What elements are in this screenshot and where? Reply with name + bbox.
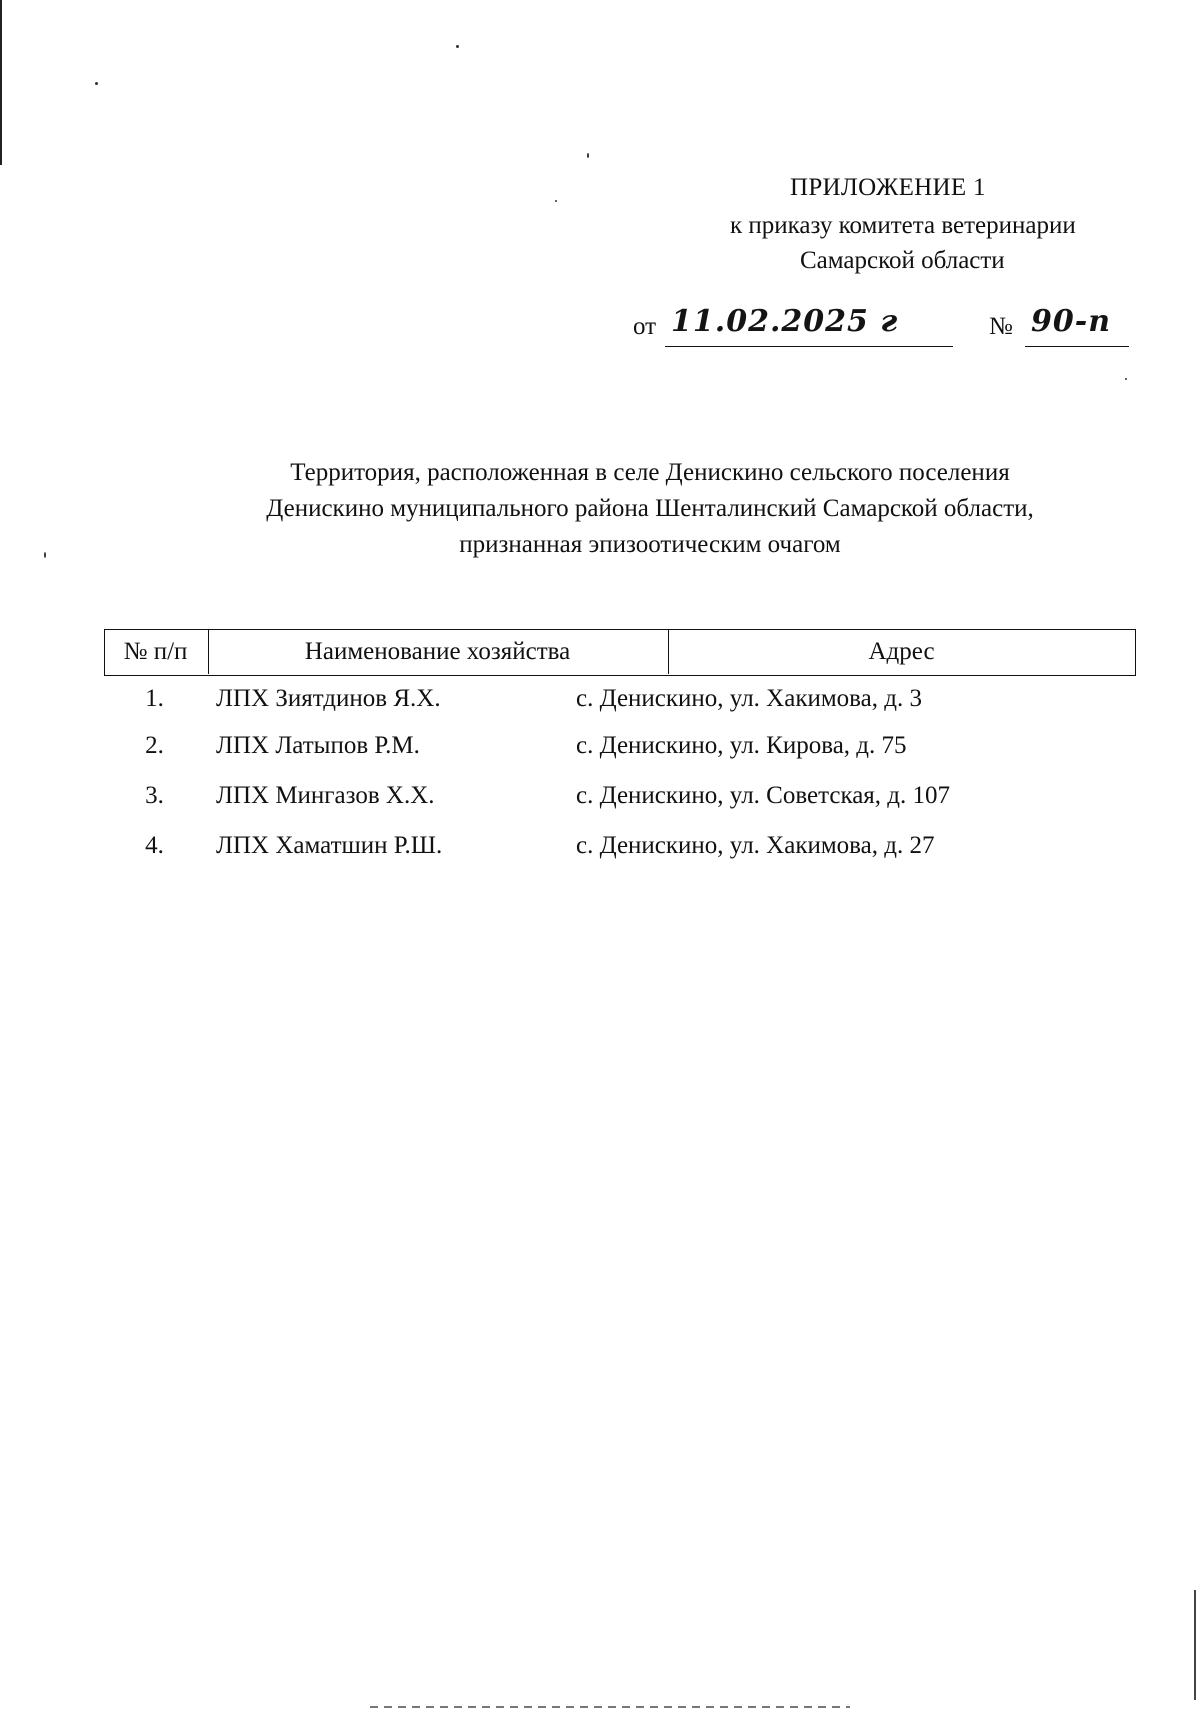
title-line1: Территория, расположенная в селе Денискино сельского поселения bbox=[290, 459, 1010, 486]
column-header-name: Наименование хозяйства bbox=[208, 630, 666, 674]
table-row bbox=[104, 823, 1136, 869]
farm-address: с. Денискино, ул. Хакимова, д. 27 bbox=[576, 832, 935, 859]
document-title bbox=[0, 455, 1200, 563]
column-header-address: Адрес bbox=[668, 630, 1134, 674]
row-number: 4. bbox=[145, 832, 164, 859]
table-row bbox=[104, 676, 1136, 722]
title-line2: Денискино муниципального района Шенталинский Самарской области, bbox=[266, 495, 1034, 522]
scan-dust bbox=[95, 82, 98, 85]
order-number-field bbox=[1025, 302, 1129, 347]
table-row bbox=[104, 723, 1136, 769]
scan-dust bbox=[1125, 378, 1127, 380]
column-header-number: № п/п bbox=[123, 638, 188, 665]
table-header bbox=[104, 629, 1136, 676]
appendix-subtitle-line2: Самарской области bbox=[800, 247, 1005, 274]
table-row bbox=[104, 773, 1136, 819]
farm-address: с. Денискино, ул. Кирова, д. 75 bbox=[576, 732, 907, 759]
farm-name: ЛПХ Хаматшин Р.Ш. bbox=[216, 832, 443, 859]
scan-dust bbox=[555, 200, 557, 202]
farm-name: ЛПХ Мингазов Х.Х. bbox=[216, 782, 435, 809]
scan-edge-mark bbox=[0, 0, 2, 165]
order-date-number-row bbox=[633, 302, 1129, 350]
title-line3: признанная эпизоотическим очагом bbox=[459, 531, 841, 558]
order-number-handwritten: 90-п bbox=[1031, 304, 1112, 339]
appendix-title: ПРИЛОЖЕНИЕ 1 bbox=[790, 174, 986, 201]
farm-name: ЛПХ Зиятдинов Я.Х. bbox=[216, 685, 441, 712]
scan-dust bbox=[587, 153, 589, 158]
scan-noise bbox=[370, 1706, 850, 1708]
farm-address: с. Денискино, ул. Советская, д. 107 bbox=[576, 782, 951, 809]
row-number: 2. bbox=[145, 732, 164, 759]
scan-dust bbox=[456, 45, 459, 48]
number-prefix: № bbox=[989, 313, 1013, 340]
row-number: 1. bbox=[145, 685, 164, 712]
row-number: 3. bbox=[145, 782, 164, 809]
order-date-field bbox=[665, 302, 953, 347]
farm-name: ЛПХ Латыпов Р.М. bbox=[216, 732, 420, 759]
farm-address: с. Денискино, ул. Хакимова, д. 3 bbox=[576, 685, 922, 712]
order-date-handwritten: 11.02.2025 г bbox=[671, 304, 899, 339]
appendix-subtitle-line1: к приказу комитета ветеринарии bbox=[730, 212, 1076, 239]
date-prefix: от bbox=[633, 313, 657, 340]
scan-edge-mark-right bbox=[1194, 1590, 1196, 1700]
